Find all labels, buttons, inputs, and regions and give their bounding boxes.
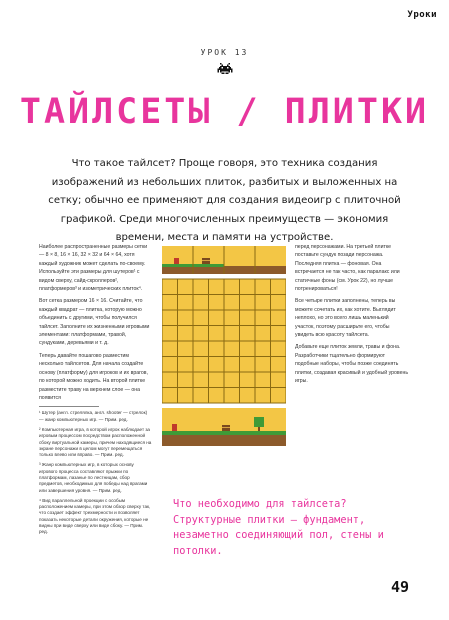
right-column — [295, 243, 409, 390]
right-paragraph-1: перед персонажами. На третьей плитке поставьте сундук позади персонажа. Последняя плитка — фоновая. Она встречается не так часто, как паралакс или статичные фоны (см. Урок 22), но лучше потренироваться! — [295, 244, 400, 293]
left-paragraph-1: Наиболее распространенные размеры сетки — 8 × 8, 16 × 16, 32 × 32 и 64 × 64, хотя каждый художник может сделать по-своему. Используйте эти размеры для шутеров¹ с видом сверху, сайд-скроллеров², платформеров³ и изометрических плиток⁴. — [39, 244, 148, 293]
tileset-illustration — [162, 246, 286, 446]
footnote-4: ⁴ Вид параллельной проекции с особым расположением камеры, при этом обзор сверху так, что создает эффект трехмерности и позволяет показать некоторые детали окружения, которые не видны при виде сверху или виде сбоку. — Прим. ред. — [39, 497, 151, 535]
footnote-2: ² Компьютерная игра, в которой игрок наблюдает за игровым процессом посредством расположенной сбоку виртуальной камеры, причем находящиеся на экране персонажи в целом могут перемещаться только влево или вправо. — Прим. ред. — [39, 426, 152, 458]
right-paragraph-3: Добавьте еще плиток земли, травы и фона. Разработчики тщательно формируют подобные наборы, чтобы позже соединять плитки, создавая красивый и удобный уровень игры. — [295, 344, 409, 385]
lead-paragraph: Что такое тайлсет? Проще говоря, это техника создания изображений из небольших плиток, разбитых и выложенных на сетку; обычно ее применяют для создания видеоигр с плиточной графикой. Среди многочисленных преимуществ — экономия времени, места и памяти на устройстве. — [48, 158, 401, 243]
left-column — [39, 243, 153, 540]
footnote-divider — [39, 406, 99, 407]
page-number: 49 — [391, 578, 410, 596]
space-invader-icon — [217, 63, 233, 74]
left-paragraph-3: Теперь давайте пошагово разместим несколько тайлсетов. Для начала создайте основу (платформу) для игроков и их врагов, по которой можно ходить. На второй плитке разместите траву на верхнем слое — она появится — [39, 352, 148, 401]
right-paragraph-2: Все четыре плитки заполнены, теперь вы можете сочетать их, как хотите. Выглядит неплохо, но это всего лишь маленький участок, поэтому расширьте его, чтобы увидеть всю красоту тайлсета. — [295, 298, 396, 339]
lesson-label: УРОК 13 — [200, 48, 249, 57]
section-label: Уроки — [407, 10, 437, 20]
top-bar — [0, 0, 449, 28]
page-title: ТАЙЛСЕТЫ / ПЛИТКИ — [19, 92, 430, 132]
callout-text: Что необходимо для тайлсета? Структурные плитки — фундамент, незаметно соединяющий пол, стены и потолки. — [173, 498, 384, 557]
tile-strip — [162, 246, 286, 274]
tile-scene — [162, 408, 286, 446]
footnote-1: ¹ Шутер (англ. стрелялка, англ. shooter — стрелок) — жанр компьютерных игр. — Прим. ред. — [39, 410, 148, 422]
footnote-3: ³ Жанр компьютерных игр, в которых основу игрового процесса составляют прыжки по платформам, лазанье по лестницам, сбор предметов, необходимых для победы над врагами или завершения уровня. — Прим. ред. — [39, 462, 148, 493]
tile-grid — [162, 279, 286, 403]
left-paragraph-2: Вот сетка размером 16 × 16. Считайте, что каждый квадрат — плитка, которую можно объединить с другими, чтобы получился тайлсет. Заполните их жизненными игровыми элементами: платформами, травой, сундуками, деревьями и т. д. — [39, 298, 150, 347]
